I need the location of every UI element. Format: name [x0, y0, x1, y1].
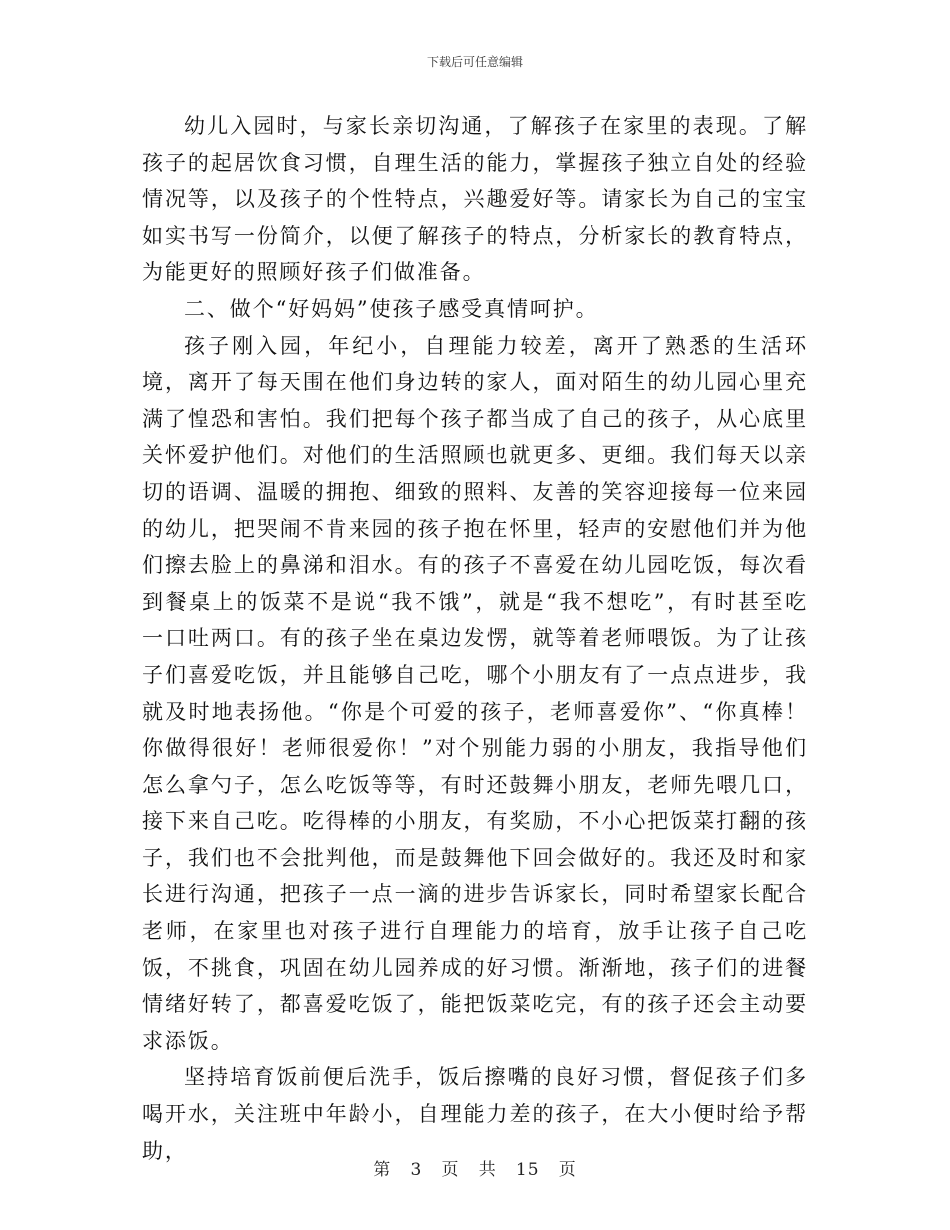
current-page-number: 3 — [410, 1160, 423, 1180]
page-unit: 页 — [441, 1160, 460, 1180]
paragraph: 幼儿入园时，与家长亲切沟通，了解孩子在家里的表现。了解孩子的起居饮食习惯，自理生活的能力，掌握孩子独立自处的经验情况等，以及孩子的个性特点，兴趣爱好等。请家长为自己的宝宝如实书写一份简介，以便了解孩子的特点，分析家长的教育特点，为能更好的照顾好孩子们做准备。 — [142, 114, 808, 285]
page-label: 第 — [373, 1160, 392, 1180]
page-header: 下载后可任意编辑 — [426, 55, 523, 69]
paragraph: 坚持培育饭前便后洗手，饭后擦嘴的良好习惯，督促孩子们多喝开水，关注班中年龄小，自理能力差的孩子，在大小便时给予帮助， — [142, 1065, 808, 1163]
total-pages-number: 15 — [515, 1160, 540, 1180]
paragraph: 孩子刚入园，年纪小，自理能力较差，离开了熟悉的生活环境，离开了每天围在他们身边转的家人，面对陌生的幼儿园心里充满了惶恐和害怕。我们把每个孩子都当成了自己的孩子，从心底里关怀爱护他们。对他们的生活照顾也就更多、更细。我们每天以亲切的语调、温暖的拥抱、细致的照料、友善的笑容迎接每一位来园的幼儿，把哭闹不肯来园的孩子抱在怀里，轻声的安慰他们并为他们擦去脸上的鼻涕和泪水。有的孩子不喜爱在幼儿园吃饭，每次看到餐桌上的饭菜不是说“我不饿”，就是“我不想吃”，有时甚至吃一口吐两口。有的孩子坐在桌边发愣，就等着老师喂饭。为了让孩子们喜爱吃饭，并且能够自己吃，哪个小朋友有了一点点进步，我就及时地表扬他。“你是个可爱的孩子，老师喜爱你”、“你真棒！你做得很好！老师很爱你！”对个别能力弱的小朋友，我指导他们怎么拿勺子，怎么吃饭等等，有时还鼓舞小朋友，老师先喂几口，接下来自己吃。吃得棒的小朋友，有奖励，不小心把饭菜打翻的孩子，我们也不会批判他，而是鼓舞他下回会做好的。我还及时和家长进行沟通，把孩子一点一滴的进步告诉家长，同时希望家长配合老师，在家里也对孩子进行自理能力的培育，放手让孩子自己吃饭，不挑食，巩固在幼儿园养成的好习惯。渐渐地，孩子们的进餐情绪好转了，都喜爱吃饭了，能把饭菜吃完，有的孩子还会主动要求添饭。 — [142, 333, 808, 1053]
total-label: 共 — [478, 1160, 497, 1180]
document-body — [142, 108, 808, 1169]
total-unit: 页 — [558, 1160, 577, 1180]
page-footer — [0, 1155, 950, 1180]
section-heading: 二、做个“好妈妈”使孩子感受真情呵护。 — [184, 296, 599, 321]
